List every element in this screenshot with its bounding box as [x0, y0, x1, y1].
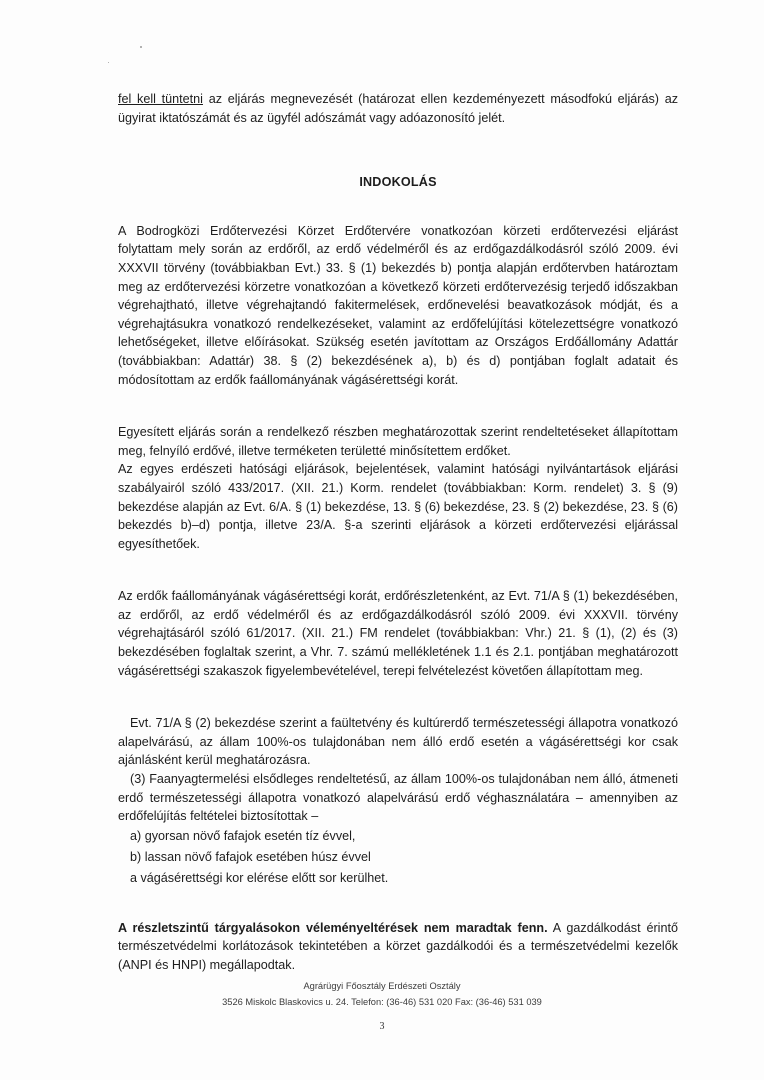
intro-underlined-text: fel kell tüntetni: [118, 92, 203, 106]
closing-paragraph: [118, 919, 678, 975]
scan-speck: [108, 62, 109, 63]
list-item: b) lassan növő fafajok esetében húsz évvel: [130, 849, 371, 864]
intro-paragraph: [118, 90, 678, 127]
page-number: 3: [379, 1021, 385, 1032]
footer-address: 3526 Miskolc Blaskovics u. 24. Telefon: (36-46) 531 020 Fax: (36-46) 531 039: [222, 997, 542, 1007]
paragraph-unified-procedure: Egyesített eljárás során a rendelkező részben meghatározottak szerint rendeltetéseket állapítottam meg, felnyíló erdővé, illetve terméketen területté minősítettem erdőket.: [118, 425, 678, 458]
paragraph-procedure: A Bodrogközi Erdőtervezési Körzet Erdőtervére vonatkozóan körzeti erdőtervezési eljárást folytattam mely során az erdőről, az erdő védelméről és az erdőgazdálkodásról szóló 2009. évi XXXVII törvény (továbbiakban Evt.) 33. § (1) bekezdés b) pontja alapján erdőtervben határoztam meg az erdőtervezési körzetre vonatkozóan a következő körzeti erdőtervezésig terjedő időszakban végrehajtható, illetve végrehajtandó fakitermelések, erdőnevelési beavatkozások módját, és a végrehajtásukra vonatkozó rendelkezéseket, valamint az erdőfelújítási kötelezettségre vonatkozó lehetőségeket, illetve előírásokat. Szükség esetén javítottam az Országos Erdőállomány Adattár (továbbiakban: Adattár) 38. § (2) bekezdésének a), b) és d) pontjában foglalt adatait és módosítottam az erdők faállományának vágásérettségi korát.: [118, 223, 678, 387]
document-body: [118, 90, 678, 975]
scan-speck: [140, 46, 142, 48]
paragraph-evt-71a: Evt. 71/A § (2) bekezdése szerint a faültetvény és kultúrerdő természetességi állapotra vonatkozó alapelvárású, az állam 100%-os tulajdonában nem álló erdő esetén a vágásérettségi kor csak ajánlásként kerül meghatározásra.: [118, 716, 678, 768]
paragraph-timber-production: (3) Faanyagtermelési elsődleges rendeltetésű, az állam 100%-os tulajdonában nem álló, átmeneti erdő természetességi állapotra vonatkozó alapelvárású erdő véghasználatára – amennyiben az erdőfelújítás feltételei biztosítottak –: [118, 772, 678, 824]
condition-list: [118, 826, 678, 889]
closing-text: A gazdálkodást érintő természetvédelmi korlátozások tekintetében a körzet gazdálkodói és a természetvédelmi kezelők (ANPI és HNPI) megállapodtak.: [118, 920, 678, 972]
paragraph-maturity-age: Az erdők faállományának vágásérettségi korát, erdőrészletenként, az Evt. 71/A § (1) bekezdésében, az erdőről, az erdő védelméről és az erdőgazdálkodásról szóló 2009. évi XXXVII. törvény végrehajtásáról szóló 61/2017. (XII. 21.) FM rendelet (továbbiakban: Vhr.) 21. § (1), (2) és (3) bekezdésében foglaltak szerint, a Vhr. 7. számú mellékletének 1.1 és 2.1. pontjában meghatározott vágásérettségi szakaszok figyelembevételével, terepi felvételezést követően állapítottam meg.: [118, 589, 678, 678]
list-item: a) gyorsan növő fafajok esetén tíz évvel,: [130, 828, 356, 843]
closing-bold-text: A részletszintű tárgyalásokon véleményeltérések nem maradtak fenn.: [118, 920, 548, 935]
paragraph-regulation: Az egyes erdészeti hatósági eljárások, bejelentések, valamint hatósági nyilvántartások eljárási szabályairól szóló 433/2017. (XII. 21.) Korm. rendelet (továbbiakban: Korm. rendelet) 3. § (9) bekezdése alapján az Evt. 6/A. § (1) bekezdése, 13. § (6) bekezdése, 23. § (2) bekezdése, 23. § (6) bekezdés b)–d) pontja, illetve 23/A. §-a szerinti eljárások a körzeti erdőtervezési eljárással egyesíthetőek.: [118, 462, 678, 551]
section-heading: INDOKOLÁS: [359, 175, 437, 190]
footer-department: Agrárügyi Főosztály Erdészeti Osztály: [303, 981, 461, 991]
intro-text: az eljárás megnevezését (határozat ellen kezdeményezett másodfokú eljárás) az ügyirat iktatószámát és az ügyfél adószámát vagy adóazonosító jelét.: [118, 92, 678, 125]
page-footer: [0, 978, 764, 1010]
list-item: a vágásérettségi kor elérése előtt sor kerülhet.: [130, 870, 389, 885]
